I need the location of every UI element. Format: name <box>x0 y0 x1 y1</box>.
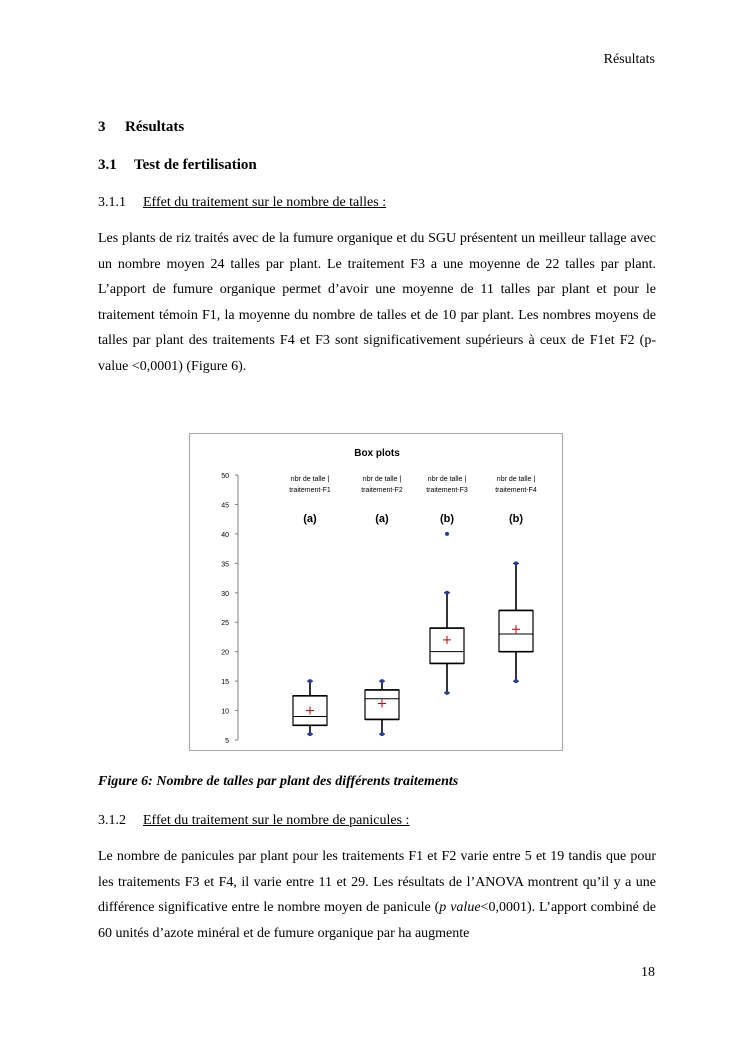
subsection-title: Test de fertilisation <box>134 157 257 173</box>
significance-group-label: (a) <box>375 513 389 525</box>
figure-6-box-plot <box>189 433 563 751</box>
y-tick-label: 45 <box>221 502 229 510</box>
subsubsection-title-1: Effet du traitement sur le nombre de talles : <box>143 195 387 210</box>
series-label-line2: traitement-F4 <box>495 487 537 494</box>
whisker-max-point <box>308 679 312 683</box>
y-tick-label: 5 <box>225 738 229 745</box>
subsubsection-number-2: 3.1.2 <box>98 813 126 828</box>
y-tick-label: 50 <box>221 473 229 480</box>
subsubsection-number-1: 3.1.1 <box>98 195 126 210</box>
y-tick-label: 25 <box>221 620 229 628</box>
paragraph-2-part-2: <0,0001). L’apport combiné de 60 unités d’azote minéral et de fumure organique par ha augmente <box>98 900 656 941</box>
page-number: 18 <box>641 965 655 980</box>
box-plot-chart <box>190 434 564 752</box>
section-number: 3 <box>98 119 106 135</box>
series-label-line1: nbr de talle | <box>496 476 536 483</box>
y-tick-label: 10 <box>221 708 229 716</box>
outlier-point <box>445 532 449 536</box>
subsection-heading <box>98 157 257 174</box>
significance-group-label: (a) <box>303 513 317 525</box>
whisker-min-point <box>514 679 518 683</box>
paragraph-2 <box>98 844 656 946</box>
y-tick-label: 40 <box>221 531 229 539</box>
series-label-line1: nbr de talle | <box>362 476 402 483</box>
paragraph-2-part-1: Le nombre de panicules par plant pour les traitements F1 et F2 varie entre 5 et 19 tandis que pour les traitements F3 et F4, il varie entre 11 et 29. Les résultats de l’ANOVA montrent qu’il y a une différence significative entre le nombre moyen de panicule ( <box>98 849 656 915</box>
significance-group-label: (b) <box>508 513 524 525</box>
whisker-min-point <box>380 732 384 736</box>
paragraph-1: Les plants de riz traités avec de la fumure organique et du SGU présentent un meilleur tallage avec un nombre moyen 24 talles par plant. Le traitement F3 a une moyenne de 22 talles par plant. L’apport de fumure organique permet d’avoir une moyenne de 11 talles par plant et pour le traitement témoin F1, la moyenne du nombre de talles et de 10 par plant. Les nombres moyens de talles par plant des traitements F4 et F3 sont significativement supérieurs à ceux de F1et F2 (p-value <0,0001) (Figure 6). <box>98 231 656 374</box>
iqr-box <box>430 628 464 663</box>
significance-group-label: (b) <box>439 513 455 525</box>
whisker-max-point <box>514 561 518 565</box>
section-title: Résultats <box>125 119 185 135</box>
paragraph-2-italic: p value <box>439 900 481 915</box>
series-label-line2: traitement-F1 <box>289 487 331 494</box>
chart-title: Box plots <box>354 448 400 459</box>
whisker-max-point <box>380 679 384 683</box>
y-tick-label: 20 <box>221 649 229 657</box>
series-label-line1: nbr de talle | <box>427 476 467 483</box>
series-label-line2: traitement-F3 <box>426 487 468 494</box>
y-tick-label: 15 <box>221 679 229 687</box>
series-label-line1: nbr de talle | <box>290 476 330 483</box>
y-tick-label: 35 <box>221 561 229 569</box>
figure-caption: Figure 6: Nombre de talles par plant des différents traitements <box>98 774 459 789</box>
series-label-line2: traitement-F2 <box>361 487 403 494</box>
subsubsection-title-2: Effet du traitement sur le nombre de panicules : <box>143 813 410 828</box>
whisker-min-point <box>445 691 449 695</box>
subsubsection-heading-2 <box>98 813 409 829</box>
y-tick-label: 30 <box>221 590 229 598</box>
subsubsection-heading-1 <box>98 195 386 211</box>
whisker-max-point <box>445 591 449 595</box>
subsection-number: 3.1 <box>98 157 117 173</box>
whisker-min-point <box>308 732 312 736</box>
section-heading <box>98 119 184 136</box>
running-header: Résultats <box>603 52 655 67</box>
